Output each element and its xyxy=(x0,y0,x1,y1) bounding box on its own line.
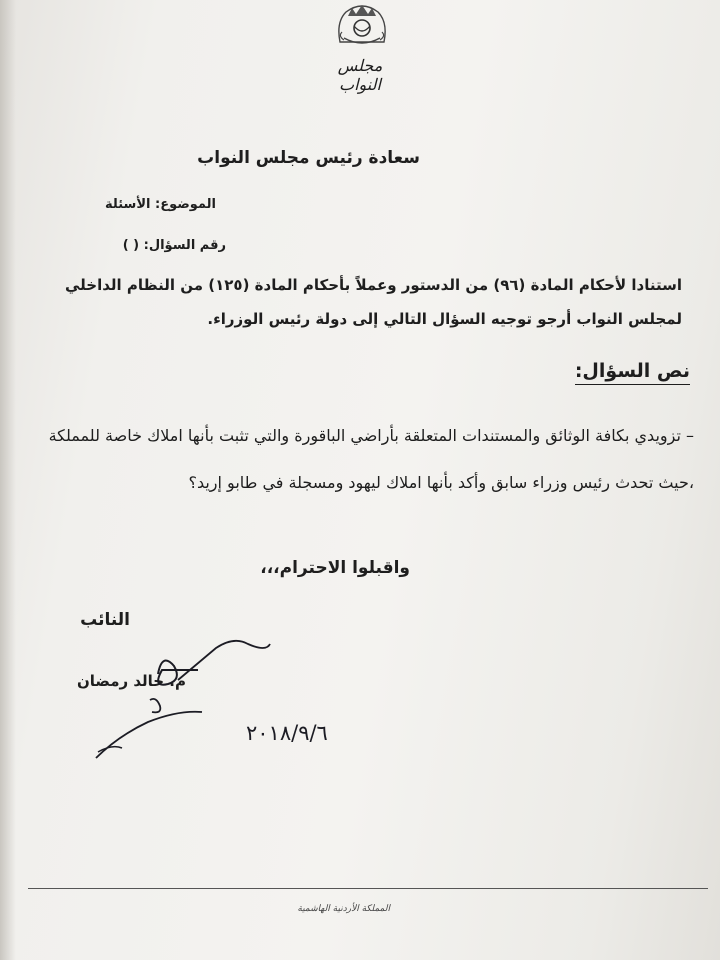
section-title: نص السؤال: xyxy=(575,360,690,385)
signer-name: م. خالد رمضان xyxy=(76,672,186,690)
signer-title: النائب xyxy=(80,610,130,630)
intro-paragraph: استنادا لأحكام المادة (٩٦) من الدستور وعملاً بأحكام المادة (١٢٥) من النظام الداخلي لمجلس النواب أرجو توجيه السؤال التالي إلى دولة رئيس الوزراء. xyxy=(64,276,682,328)
footer-divider xyxy=(28,888,708,889)
addressee: سعادة رئيس مجلس النواب xyxy=(197,148,420,168)
question-number: رقم السؤال: ( ) xyxy=(122,238,226,253)
crown-emblem-icon xyxy=(326,2,398,50)
footer-organization: المملكة الأردنية الهاشمية xyxy=(297,904,390,914)
logo-text: مجلس النواب xyxy=(337,56,383,94)
handwritten-signature xyxy=(78,640,328,770)
subject-line: الموضوع: الأسئلة xyxy=(105,197,216,212)
handwritten-date: ٢٠١٨/٩/٦ xyxy=(246,721,328,745)
closing-line: واقبلوا الاحترام،،، xyxy=(260,558,410,578)
question-text: – تزويدي بكافة الوثائق والمستندات المتعلقة بأراضي الباقورة والتي تثبت بأنها املاك خاصة للمملكة ،حيث تحدث رئيس وزراء سابق وأكد بأنها املاك ليهود ومسجلة في طابو إريد؟ xyxy=(48,426,694,492)
page-edge-shadow xyxy=(0,0,16,960)
